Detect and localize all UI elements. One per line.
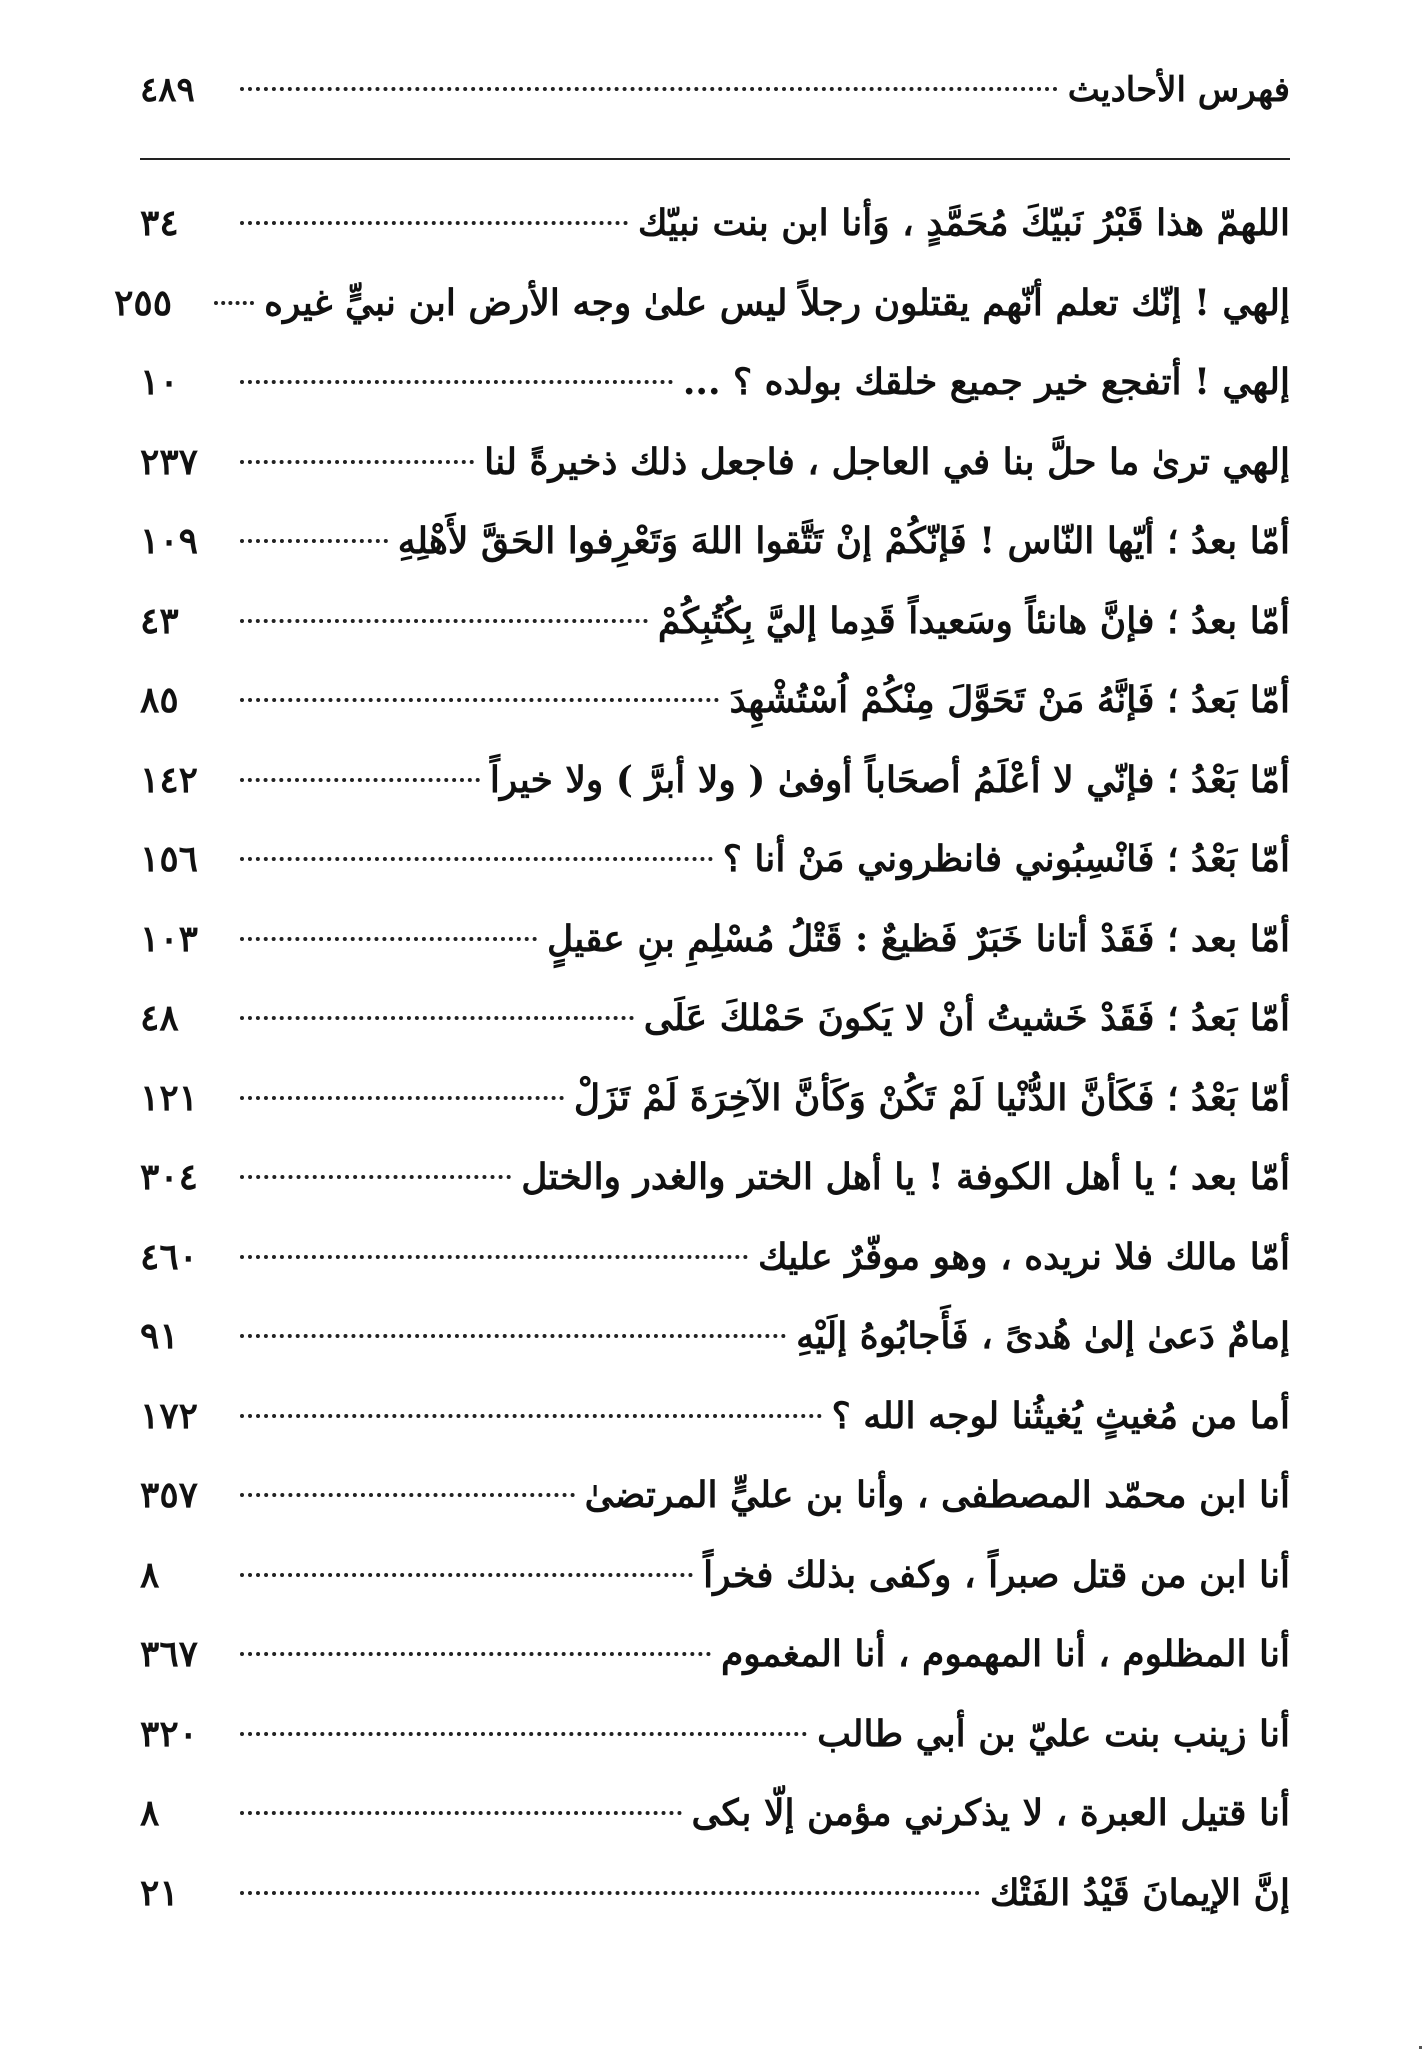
entry-page-number: ١٧٢ bbox=[140, 1394, 199, 1437]
entry-text: أمّا بعدُ ؛ فإنَّ هانئاً وسَعيداً قَدِما إليَّ بِكُتُبِكُمْ bbox=[657, 599, 1290, 642]
entry-text: أنا المظلوم ، أنا المهموم ، أنا المغموم bbox=[721, 1633, 1290, 1675]
index-entry bbox=[140, 600, 1290, 680]
entry-page-number: ١٤٢ bbox=[140, 758, 199, 801]
entry-text: أما من مُغيثٍ يُغيثُنا لوجه الله ؟ bbox=[831, 1394, 1290, 1437]
entry-text: إلهي ترىٰ ما حلَّ بنا في العاجل ، فاجعل ذلك ذخيرةً لنا bbox=[484, 440, 1290, 483]
entry-text: أمّا بَعدُ ؛ فَقَدْ خَشيتُ أنْ لا يَكونَ حَمْلكَ عَلَى bbox=[643, 997, 1290, 1039]
entry-page-number: ٣٤ bbox=[140, 202, 179, 244]
header-page-number: ٤٨٩ bbox=[140, 70, 195, 110]
entry-page-number: ٨ bbox=[140, 1792, 160, 1834]
index-entry bbox=[140, 361, 1290, 441]
index-entry bbox=[140, 1792, 1290, 1872]
dot-leader bbox=[240, 1175, 511, 1179]
index-entry bbox=[140, 1633, 1290, 1713]
entry-text: أمّا بعد ؛ يا أهل الكوفة ! يا أهل الختر والغدر والختل bbox=[521, 1156, 1290, 1198]
entry-page-number: ٤٨ bbox=[140, 997, 179, 1039]
entry-page-number: ١٥٦ bbox=[140, 838, 199, 880]
entry-page-number: ٣٠٤ bbox=[140, 1156, 199, 1198]
entry-text: أمّا بعدُ ؛ أيّها النّاس ! فَإنّكُمْ إنْ تَتَّقوا اللهَ وَتَعْرِفوا الحَقَّ لأَهْلِهِ bbox=[397, 520, 1290, 562]
entry-text: إلهي ! إنّك تعلم أنّهم يقتلون رجلاً ليس علىٰ وجه الأرض ابن نبيٍّ غيره bbox=[264, 281, 1290, 324]
entry-text: أمّا بَعْدُ ؛ فَانْسِبُوني فانظروني مَنْ أنا ؟ bbox=[722, 838, 1290, 880]
dot-leader bbox=[240, 778, 480, 782]
entry-page-number: ٨٥ bbox=[140, 679, 179, 721]
index-entry bbox=[140, 441, 1290, 521]
entry-page-number: ٣٥٧ bbox=[140, 1474, 199, 1516]
dot-leader bbox=[240, 539, 388, 543]
dot-leader bbox=[240, 619, 648, 623]
entry-text: أنا ابن من قتل صبراً ، وكفى بذلك فخراً bbox=[703, 1553, 1290, 1596]
dot-leader bbox=[240, 698, 719, 702]
dot-leader bbox=[214, 301, 254, 305]
hadith-index-list bbox=[114, 202, 1290, 1951]
dot-leader bbox=[240, 1016, 634, 1020]
dot-leader bbox=[240, 1096, 564, 1100]
entry-text: إنَّ الإيمانَ قَيْدُ الفَتْك bbox=[989, 1871, 1290, 1914]
index-entry bbox=[140, 679, 1290, 759]
entry-page-number: ٤٣ bbox=[140, 599, 179, 642]
dot-leader bbox=[240, 1414, 822, 1418]
index-entry bbox=[140, 1474, 1290, 1554]
entry-page-number: ٣٢٠ bbox=[140, 1712, 199, 1755]
entry-page-number: ٤٦٠ bbox=[140, 1235, 199, 1278]
dot-leader bbox=[240, 1334, 786, 1338]
entry-page-number: ١٠٩ bbox=[140, 520, 199, 562]
dot-leader bbox=[240, 1732, 807, 1736]
entry-page-number: ٢١ bbox=[140, 1871, 179, 1914]
dot-leader bbox=[240, 1573, 693, 1577]
index-entry bbox=[140, 1395, 1290, 1475]
index-entry bbox=[140, 838, 1290, 918]
index-entry bbox=[140, 1315, 1290, 1395]
index-entry bbox=[140, 202, 1290, 282]
index-entry bbox=[140, 1872, 1290, 1952]
header-dot-leader bbox=[240, 87, 1058, 91]
entry-page-number: ٢٣٧ bbox=[140, 440, 199, 483]
index-entry bbox=[140, 1554, 1290, 1634]
entry-text: أنا زينب بنت عليّ بن أبي طالب bbox=[817, 1712, 1290, 1755]
index-entry bbox=[140, 759, 1290, 839]
entry-page-number: ١٢١ bbox=[140, 1076, 199, 1119]
entry-text: أمّا بَعْدُ ؛ فإنّي لا أعْلَمُ أصحَاباً أوفىٰ ( ولا أبرَّ ) ولا خيراً bbox=[489, 758, 1290, 801]
dot-leader bbox=[240, 1652, 711, 1656]
header-title: فهرس الأحاديث bbox=[1067, 70, 1290, 110]
index-entry bbox=[140, 1156, 1290, 1236]
entry-text: أنا ابن محمّد المصطفى ، وأنا بن عليٍّ المرتضىٰ bbox=[584, 1474, 1290, 1516]
index-entry bbox=[140, 1236, 1290, 1316]
dot-leader bbox=[240, 221, 628, 225]
entry-text: إمامٌ دَعىٰ إلىٰ هُدىً ، فَأَجابُوهُ إلَيْهِ bbox=[796, 1315, 1290, 1357]
index-entry bbox=[140, 918, 1290, 998]
running-header bbox=[140, 70, 1290, 160]
entry-page-number: ٩١ bbox=[140, 1315, 179, 1357]
index-entry bbox=[140, 1713, 1290, 1793]
dot-leader bbox=[240, 1891, 980, 1895]
dot-leader bbox=[240, 937, 537, 941]
index-entry bbox=[114, 281, 1290, 362]
entry-page-number: ١٠ bbox=[140, 361, 179, 403]
dot-leader bbox=[240, 1493, 575, 1497]
dot-leader bbox=[240, 1255, 748, 1259]
entry-text: أمّا بَعدُ ؛ فَإنَّهُ مَنْ تَحَوَّلَ مِنْكُمْ اُسْتُشْهِدَ bbox=[729, 679, 1290, 721]
index-entry bbox=[140, 997, 1290, 1077]
entry-text: أمّا بعد ؛ فَقَدْ أتانا خَبَرٌ فَظيعٌ : قَتْلُ مُسْلِمِ بنِ عقيلٍ bbox=[546, 917, 1290, 960]
entry-text: أمّا بَعْدُ ؛ فَكَأنَّ الدُّنْيا لَمْ تَكُنْ وَكَأنَّ الآخِرَةَ لَمْ تَزَلْ bbox=[573, 1076, 1290, 1119]
dot-leader bbox=[240, 460, 474, 464]
entry-page-number: ٨ bbox=[140, 1553, 160, 1596]
entry-text: أمّا مالك فلا نريده ، وهو موفّرٌ عليك bbox=[757, 1235, 1290, 1278]
entry-text: اللهمّ هذا قَبْرُ نَبيّكَ مُحَمَّدٍ ، وَأنا ابن بنت نبيّك bbox=[637, 202, 1290, 244]
entry-text: إلهي ! أتفجع خير جميع خلقك بولده ؟ ... bbox=[682, 361, 1290, 403]
dot-leader bbox=[240, 1811, 682, 1815]
dot-leader bbox=[240, 857, 713, 861]
scan-speck bbox=[1419, 2046, 1422, 2049]
index-entry bbox=[140, 520, 1290, 600]
entry-page-number: ١٠٣ bbox=[140, 917, 199, 960]
index-entry bbox=[140, 1077, 1290, 1157]
entry-page-number: ٢٥٥ bbox=[114, 281, 173, 324]
entry-page-number: ٣٦٧ bbox=[140, 1633, 199, 1675]
entry-text: أنا قتيل العبرة ، لا يذكرني مؤمن إلّا بكى bbox=[691, 1792, 1290, 1834]
index-page bbox=[114, 70, 1290, 1951]
dot-leader bbox=[240, 380, 673, 384]
